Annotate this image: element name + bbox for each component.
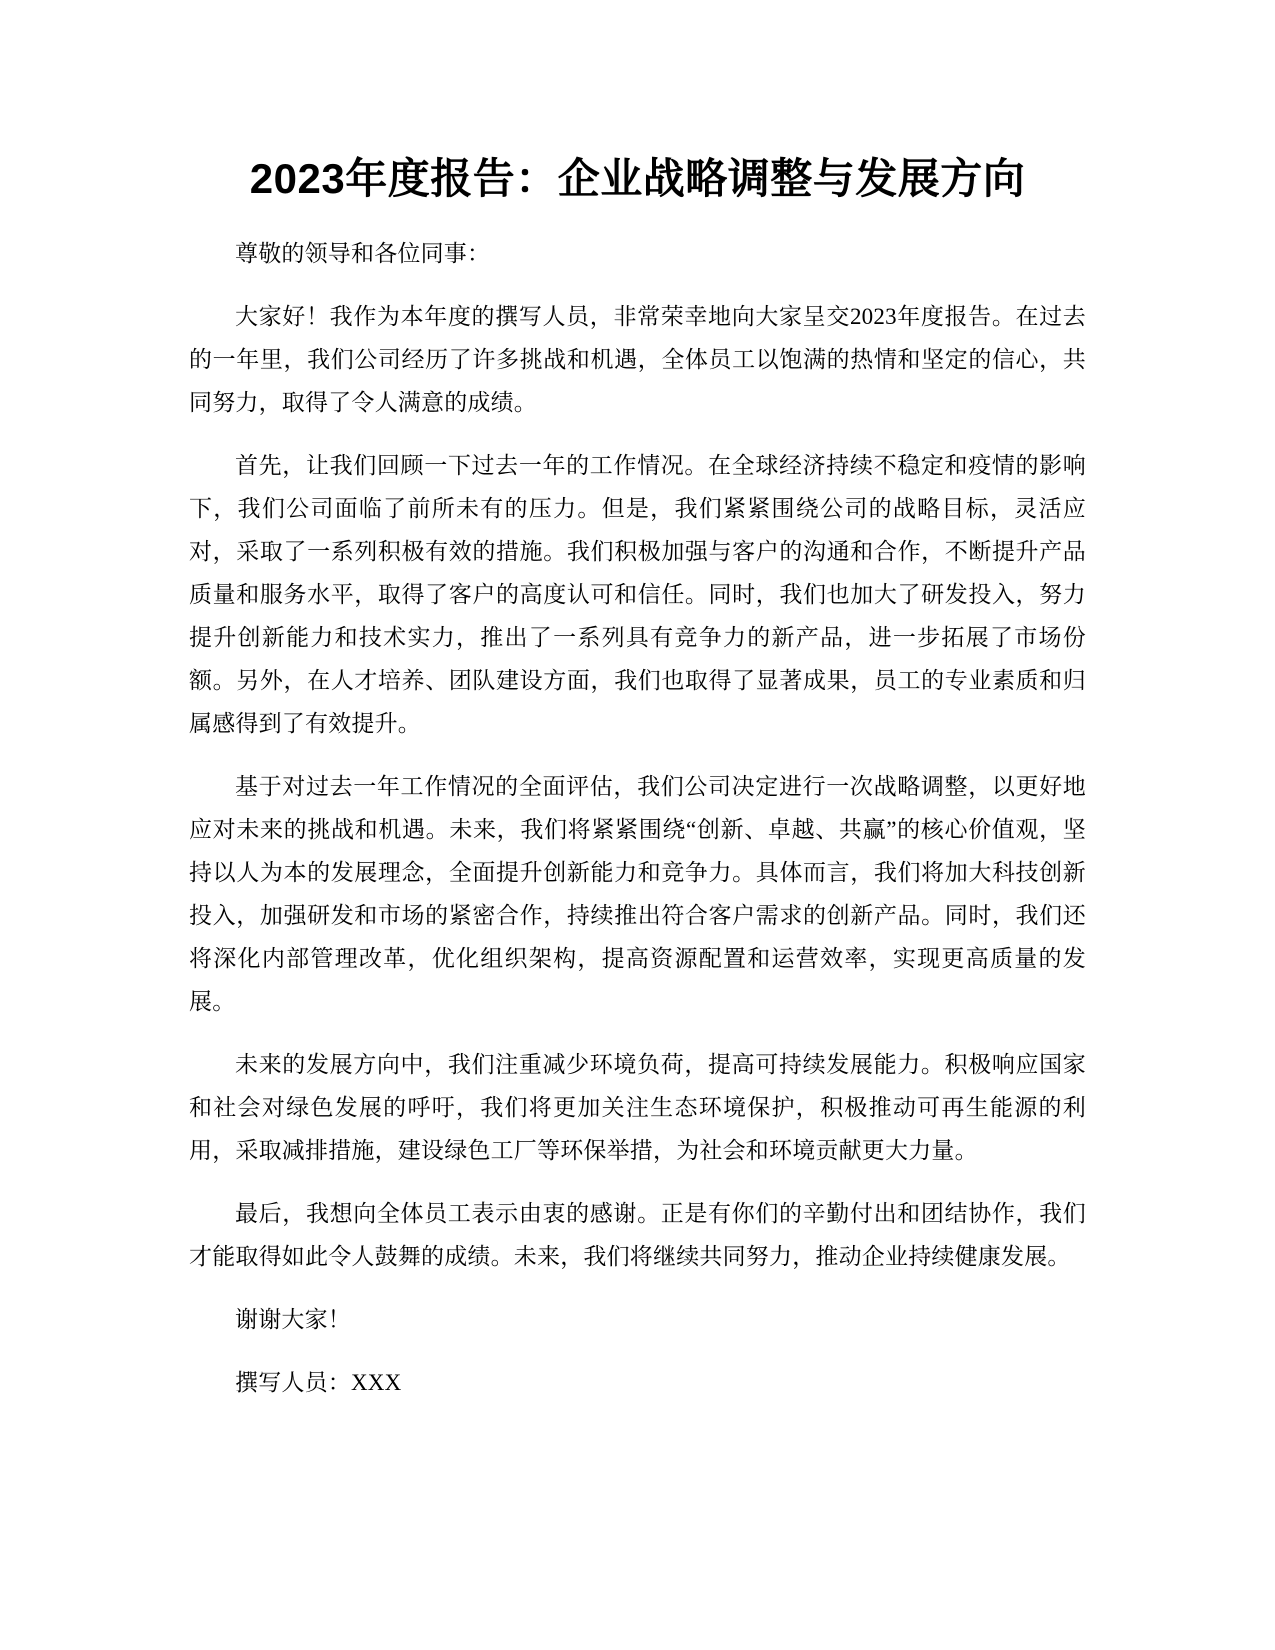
- paragraph-review: 首先，让我们回顾一下过去一年的工作情况。在全球经济持续不稳定和疫情的影响下，我们公司面临了前所未有的压力。但是，我们紧紧围绕公司的战略目标，灵活应对，采取了一系列积极有效的措施。我们积极加强与客户的沟通和合作，不断提升产品质量和服务水平，取得了客户的高度认可和信任。同时，我们也加大了研发投入，努力提升创新能力和技术实力，推出了一系列具有竞争力的新产品，进一步拓展了市场份额。另外，在人才培养、团队建设方面，我们也取得了显著成果，员工的专业素质和归属感得到了有效提升。: [189, 453, 1086, 736]
- salutation: 尊敬的领导和各位同事：: [235, 241, 491, 266]
- author-line: 撰写人员：XXX: [235, 1370, 402, 1395]
- document-title: 2023年度报告：企业战略调整与发展方向: [249, 155, 1026, 202]
- paragraph-sustainability: 未来的发展方向中，我们注重减少环境负荷，提高可持续发展能力。积极响应国家和社会对绿色发展的呼吁，我们将更加关注生态环境保护，积极推动可再生能源的利用，采取减排措施，建设绿色工厂等环保举措，为社会和环境贡献更大力量。: [189, 1052, 1086, 1163]
- paragraph-intro: 大家好！我作为本年度的撰写人员，非常荣幸地向大家呈交2023年度报告。在过去的一年里，我们公司经历了许多挑战和机遇，全体员工以饱满的热情和坚定的信心，共同努力，取得了令人满意的成绩。: [189, 304, 1086, 415]
- paragraph-thanks: 最后，我想向全体员工表示由衷的感谢。正是有你们的辛勤付出和团结协作，我们才能取得如此令人鼓舞的成绩。未来，我们将继续共同努力，推动企业持续健康发展。: [189, 1201, 1086, 1269]
- document-page: [189, 148, 1086, 1424]
- closing: 谢谢大家！: [235, 1307, 351, 1332]
- paragraph-strategy: 基于对过去一年工作情况的全面评估，我们公司决定进行一次战略调整，以更好地应对未来的挑战和机遇。未来，我们将紧紧围绕“创新、卓越、共赢”的核心价值观，坚持以人为本的发展理念，全面提升创新能力和竞争力。具体而言，我们将加大科技创新投入，加强研发和市场的紧密合作，持续推出符合客户需求的创新产品。同时，我们还将深化内部管理改革，优化组织架构，提高资源配置和运营效率，实现更高质量的发展。: [189, 774, 1086, 1014]
